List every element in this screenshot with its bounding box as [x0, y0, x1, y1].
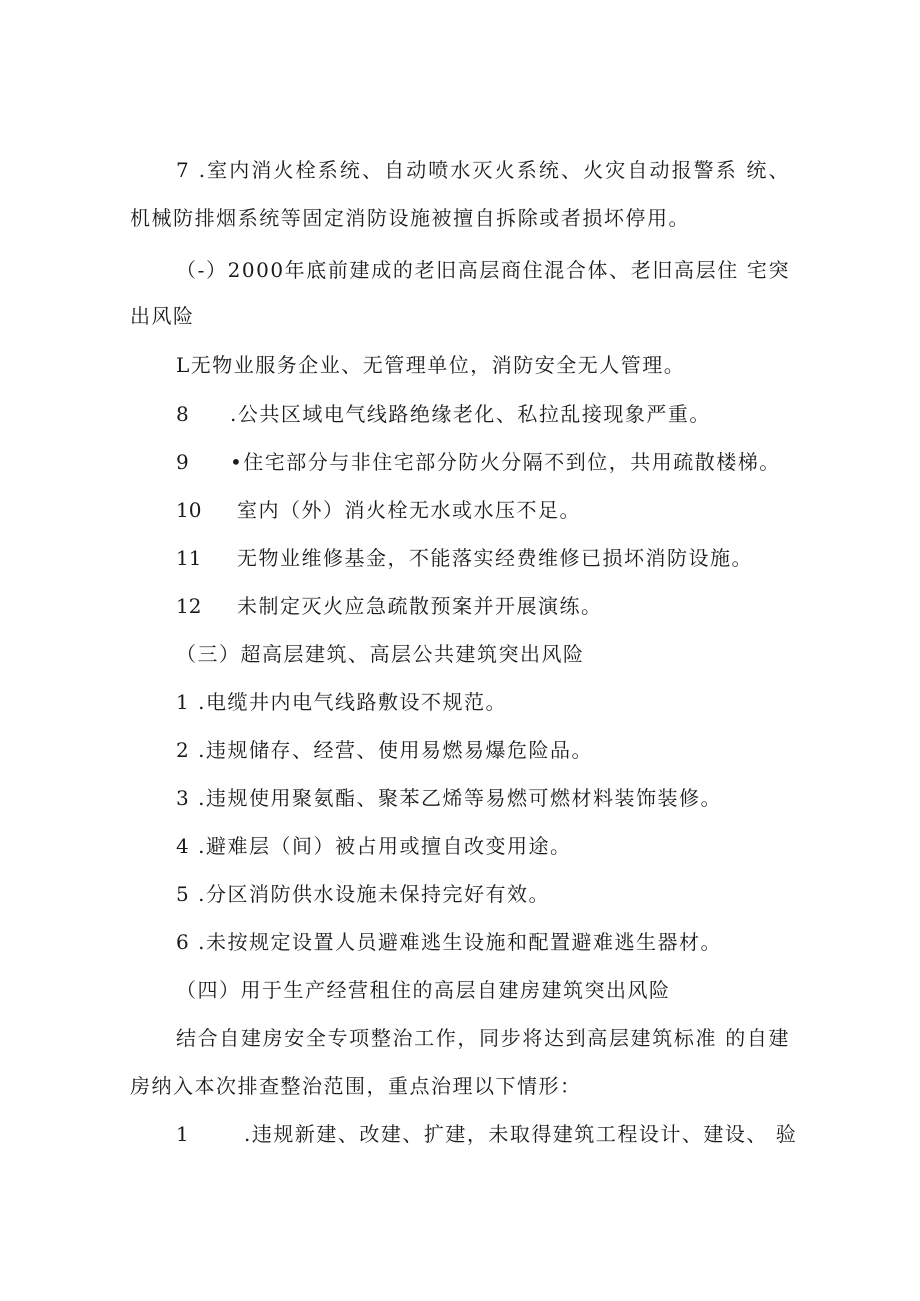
paragraph-line: 7 .室内消火栓系统、自动喷水灭火系统、火灾自动报警系 统、 [176, 158, 790, 182]
section-heading: （三）超高层建筑、高层公共建筑突出风险 [176, 642, 585, 666]
list-text: .违规新建、改建、扩建，未取得建筑工程设计、建设、 验 [244, 1122, 798, 1146]
list-number: 11 [176, 546, 202, 570]
list-item: 4 .避难层（间）被占用或擅自改变用途。 [176, 834, 572, 858]
list-number: 10 [176, 498, 202, 522]
list-item: L无物业服务企业、无管理单位，消防安全无人管理。 [176, 353, 686, 377]
list-text: •住宅部分与非住宅部分防火分隔不到位，共用疏散楼梯。 [230, 450, 781, 474]
list-item: 2 .违规储存、经营、使用易燃易爆危险品。 [176, 738, 593, 762]
list-text: 室内（外）消火栓无水或水压不足。 [237, 498, 581, 522]
list-number: 9 [176, 450, 189, 474]
list-text: .公共区域电气线路绝缘老化、私拉乱接现象严重。 [230, 402, 711, 426]
list-number: 1 [176, 1122, 189, 1146]
list-number: 12 [176, 594, 202, 618]
list-item: 5 .分区消防供水设施未保持完好有效。 [176, 882, 550, 906]
list-item: 6 .未按规定设置人员避难逃生设施和配置避难逃生器材。 [176, 930, 722, 954]
section-heading: （-）2000年底前建成的老旧高层商住混合体、老旧高层住 宅突 [176, 258, 790, 282]
list-item: 3 .违规使用聚氨酯、聚苯乙烯等易燃可燃材料装饰装修。 [176, 786, 722, 810]
section-heading: （四）用于生产经营租住的高层自建房建筑突出风险 [176, 978, 671, 1002]
paragraph-line: 结合自建房安全专项整治工作，同步将达到高层建筑标准 的自建 [176, 1026, 790, 1050]
list-number: 8 [176, 402, 189, 426]
section-heading-continued: 出风险 [130, 304, 195, 328]
paragraph-line: 房纳入本次排查整治范围，重点治理以下情形： [130, 1074, 582, 1098]
list-text: 未制定灭火应急疏散预案并开展演练。 [237, 594, 603, 618]
list-text: 无物业维修基金，不能落实经费维修已损坏消防设施。 [237, 546, 753, 570]
paragraph-line: 机械防排烟系统等固定消防设施被擅自拆除或者损坏停用。 [130, 206, 690, 230]
list-item: 1 .电缆井内电气线路敷设不规范。 [176, 690, 507, 714]
